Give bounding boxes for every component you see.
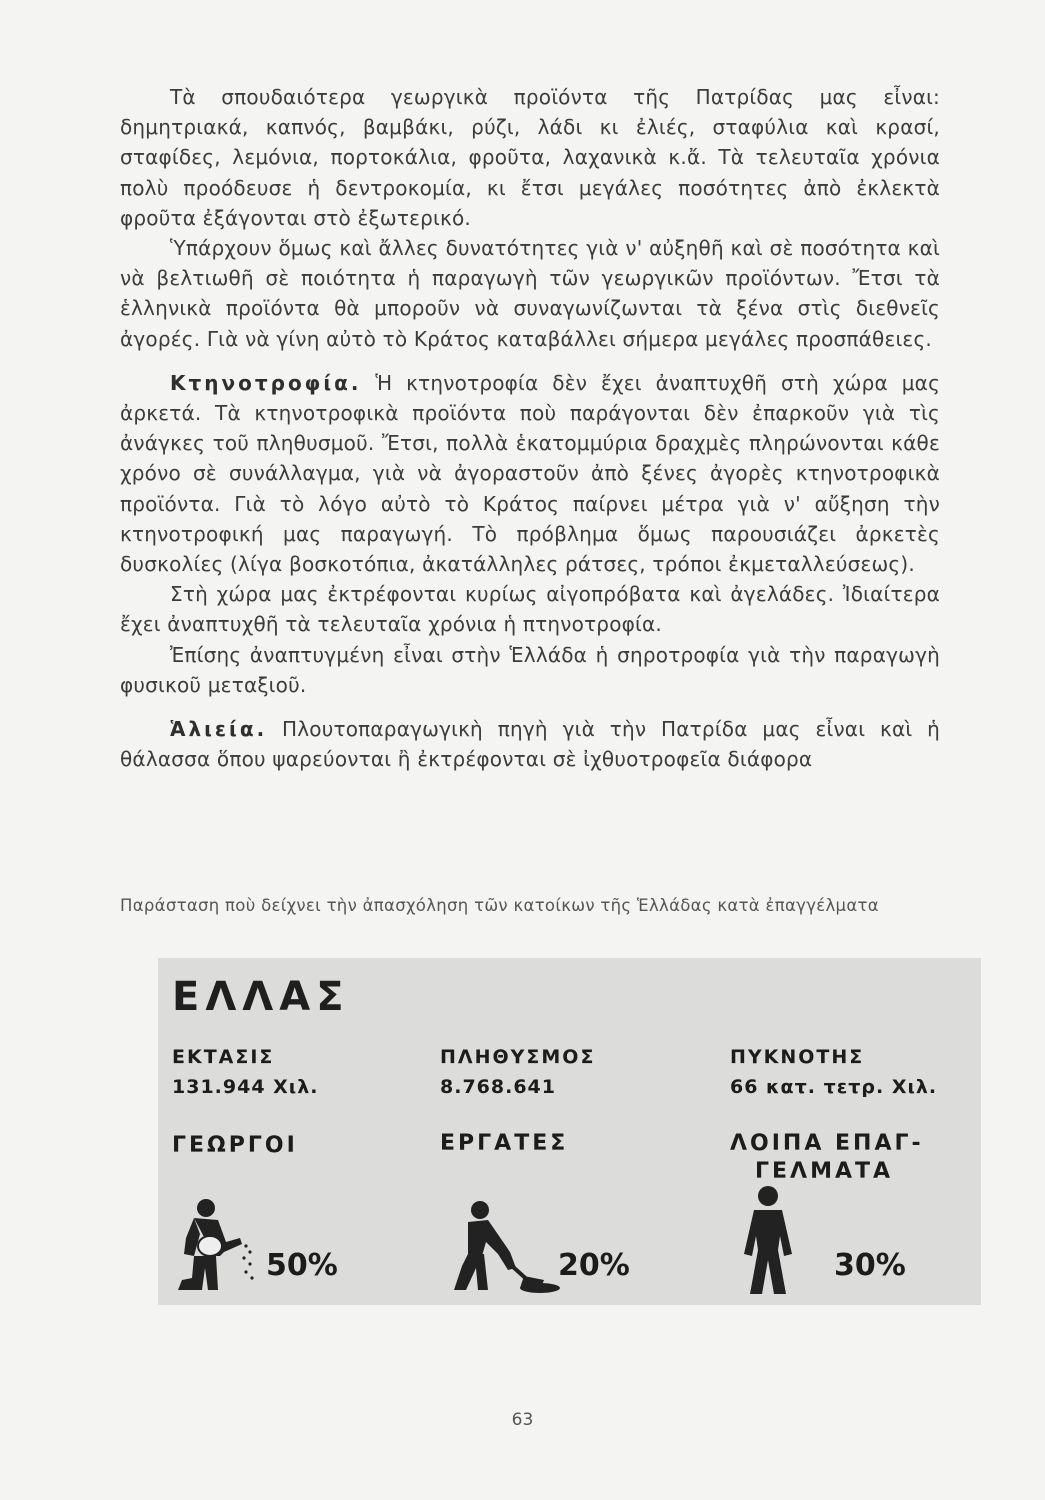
- standing-person-icon: [728, 1184, 808, 1296]
- heading-fishing: Ἁλιεία.: [170, 717, 268, 742]
- workers-percent: 20%: [558, 1248, 630, 1283]
- figure-caption: Παράσταση ποὺ δείχνει τὴν ἀπασχόληση τῶν κατοίκων τῆς Ἑλλάδας κατὰ ἐπαγγέλματα: [120, 896, 879, 915]
- paragraph-agriculture: Τὰ σπουδαιότερα γεωργικὰ προϊόντα τῆς Πατρίδας μας εἶναι: δημητριακά, καπνός, βαμβάκι, ρύζι, λάδι κι ἐλιές, σταφύλια καὶ κρασί, σταφίδες, λεμόνια, πορτοκάλια, φροῦτα, λαχανικὰ κ.ἄ. Τὰ τελευταῖα χρόνια πολὺ προόδευσε ἡ δεντροκομία, κι ἔτσι μεγάλες ποσότητες ἀπὸ ἐκλεκτὰ φροῦτα ἐξάγονται στὸ ἐξωτερικό.: [120, 85, 940, 230]
- other-label-2: ΓΕΛΜΑΤΑ: [755, 1159, 894, 1184]
- occupation-poster: [158, 958, 981, 1305]
- population-value: 8.768.641: [440, 1076, 556, 1098]
- workers-label: ΕΡΓΑΤΕΣ: [440, 1131, 569, 1156]
- population-label: ΠΛΗΘΥΣΜΟΣ: [440, 1046, 596, 1068]
- density-label: ΠΥΚΝΟΤΗΣ: [730, 1046, 865, 1068]
- page-number: 63: [511, 1410, 534, 1430]
- paragraph-silk: Ἐπίσης ἀναπτυγμένη εἶναι στὴν Ἑλλάδα ἡ σηροτροφία γιὰ τὴν παραγωγὴ φυσικοῦ μεταξιοῦ.: [120, 642, 940, 697]
- livestock-text: Ἡ κτηνοτροφία δὲν ἔχει ἀναπτυχθῆ στὴ χώρα μας ἀρκετά. Τὰ κτηνοτροφικὰ προϊόντα ποὺ παράγονται δὲν ἐπαρκοῦν γιὰ τὶς ἀνάγκες τοῦ πληθυσμοῦ. Ἔτσι, πολλὰ ἑκατομμύρια δραχμὲς πληρώνονται κάθε χρόνο σὲ συνάλλαγμα, γιὰ νὰ ἀγοραστοῦν ἀπὸ ξένες ἀγορὲς κτηνοτροφικὰ προϊόντα. Γιὰ τὸ λόγο αὐτὸ τὸ Κράτος παίρνει μέτρα γιὰ ν' αὔξηση τὴν κτηνοτροφική μας παραγωγή. Τὸ πρόβλημα ὅμως παρουσιάζει ἀρκετὲς δυσκολίες (λίγα βοσκοτόπια, ἀκατάλληλες ράτσες, τρόποι ἐκμεταλλεύσεως).: [120, 370, 941, 577]
- farmers-percent: 50%: [266, 1248, 338, 1283]
- population-stat: [440, 1042, 595, 1102]
- density-value: 66 κατ. τετρ. Χιλ.: [730, 1076, 938, 1098]
- worker-shoveling-icon: [428, 1194, 563, 1294]
- paragraph-livestock: [120, 368, 940, 579]
- body-text: [120, 82, 940, 774]
- farmers-label: ΓΕΩΡΓΟΙ: [172, 1133, 298, 1158]
- density-stat: [730, 1042, 937, 1102]
- paragraph-production: Ὑπάρχουν ὅμως καὶ ἄλλες δυνατότητες γιὰ ν' αὐξηθῆ καὶ σὲ ποσότητα καὶ νὰ βελτιωθῆ σὲ ποιότητα ἡ παραγωγὴ τῶν γεωργικῶν προϊόντων. Ἔτσι τὰ ἑλληνικὰ προϊόντα θὰ μποροῦν νὰ συναγωνίζωνται τὰ ξένα στὶς διεθνεῖς ἀγορές. Γιὰ νὰ γίνη αὐτὸ τὸ Κράτος καταβάλλει σήμερα μεγάλες προσπάθειες.: [120, 236, 940, 351]
- poster-title: ΕΛΛΑΣ: [172, 974, 350, 1020]
- paragraph-animals: Στὴ χώρα μας ἐκτρέφονται κυρίως αἰγοπρόβατα καὶ ἀγελάδες. Ἰδιαίτερα ἔχει ἀναπτυχθῆ τὰ τελευταῖα χρόνια ἡ πτηνοτροφία.: [120, 582, 940, 637]
- fishing-text: Πλουτοπαραγωγικὴ πηγὴ γιὰ τὴν Πατρίδα μας εἶναι καὶ ἡ θάλασσα ὅπου ψαρεύονται ἢ ἐκτρέφονται σὲ ἰχθυοτροφεῖα διάφορα: [120, 717, 940, 772]
- other-percent: 30%: [834, 1248, 906, 1283]
- area-value: 131.944 Χιλ.: [172, 1076, 319, 1098]
- other-label-1: ΛΟΙΠΑ ΕΠΑΓ-: [730, 1131, 924, 1156]
- paragraph-fishing: [120, 714, 940, 774]
- area-stat: [172, 1042, 318, 1102]
- heading-livestock: Κτηνοτροφία.: [170, 370, 362, 395]
- area-label: ΕΚΤΑΣΙΣ: [172, 1046, 275, 1068]
- farmer-sowing-icon: [172, 1194, 262, 1294]
